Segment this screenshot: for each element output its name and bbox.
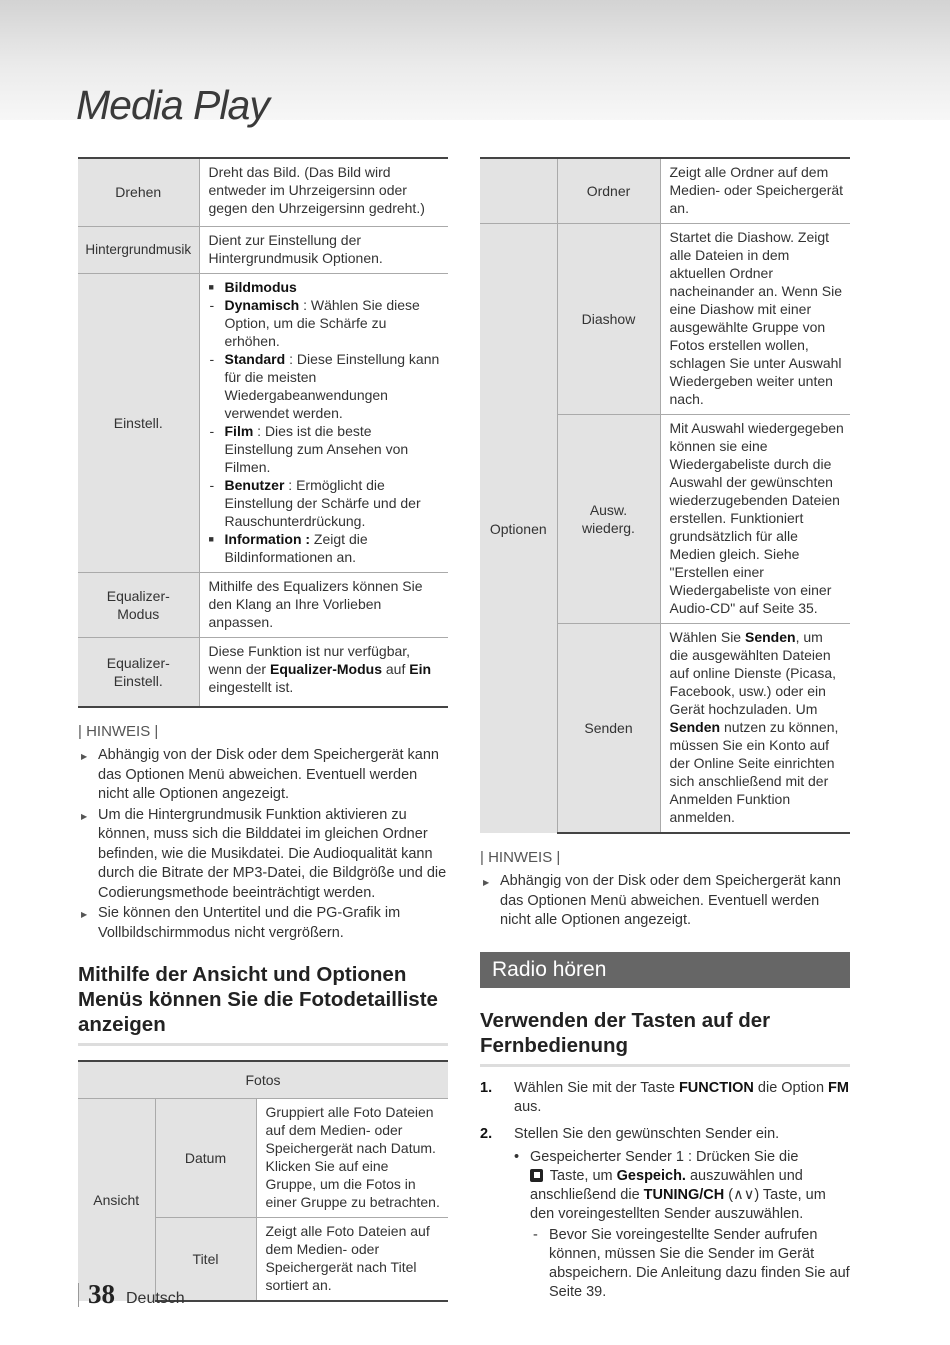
- foto-table: [78, 1060, 448, 1302]
- note-title: | HINWEIS |: [78, 723, 159, 740]
- row-desc: Mit Auswahl wiedergegeben können sie eine Wiedergabeliste durch die Auswahl der gewünschten wiederzugebenden Dateien erstellen. Funktioniert grundsätzlich für alle Medien gleich. Siehe "Erstellen einer Wiedergabeliste von einer Audio-CD" auf Seite 35.: [660, 415, 850, 624]
- row-desc: Dient zur Einstellung der Hintergrundmusik Optionen.: [199, 226, 448, 273]
- note-list: [78, 746, 448, 943]
- settings-table: [78, 157, 448, 708]
- table-row: [78, 1099, 448, 1218]
- row-label: Ausw. wiederg.: [557, 415, 660, 624]
- table-row: [480, 158, 850, 224]
- note-list: [480, 872, 850, 931]
- table-row: [78, 273, 448, 572]
- footer-language: Deutsch: [126, 1290, 185, 1307]
- row-desc: [199, 273, 448, 572]
- left-column: [78, 157, 448, 1302]
- table-header-row: [78, 1061, 448, 1099]
- sub-item: - Bevor Sie voreingestellte Sender aufrufen können, müssen Sie die Sender im Gerät abspeichern. Die Anleitung dazu finden Sie auf Seite 39.: [530, 1226, 850, 1302]
- row-desc: Wählen Sie Senden, um die ausgewählten Dateien auf online Dienste (Picasa, Facebook, usw.) oder ein Gerät hochzuladen. Um Senden nutzen zu können, müssen Sie ein Konto auf der Online Seite einrichten sich anschließend mit der Anmelden Funktion anmelden.: [660, 624, 850, 834]
- table-row: [480, 224, 850, 415]
- list-item: - Standard : Diese Einstellung kann für die meisten Wiedergabeanwendungen verwendet werden.: [209, 350, 443, 422]
- table-row: [78, 572, 448, 637]
- row-label: Equalizer- Einstell.: [78, 637, 199, 707]
- row-desc: Dreht das Bild. (Das Bild wird entweder im Uhrzeigersinn oder gegen den Uhrzeigersinn gedreht.): [199, 158, 448, 226]
- up-down-arrows-icon: ∧∨: [733, 1186, 755, 1203]
- table-row: [78, 158, 448, 226]
- footer-divider: [78, 1283, 79, 1307]
- page-number: 38: [88, 1279, 115, 1309]
- section-bar: Radio hören: [480, 952, 850, 988]
- row-label: Titel: [155, 1218, 256, 1302]
- note-item: ▶ Um die Hintergrundmusik Funktion aktivieren zu können, muss sich die Bilddatei im gleichen Ordner befinden, wie die Musikdatei. Die Audioqualität kann durch die Bitrate der MP3-Datei, die Bildgröße und die Codierungsmethode beeinträchtigt werden.: [78, 806, 448, 904]
- list-item: ■ Information : Zeigt die Bildinformationen an.: [209, 530, 443, 566]
- table-row: [78, 226, 448, 273]
- list-item: - Dynamisch : Wählen Sie diese Option, um die Schärfe zu erhöhen.: [209, 296, 443, 350]
- options-table: [480, 157, 850, 834]
- stop-icon: [530, 1169, 543, 1182]
- section-heading: Mithilfe der Ansicht und Optionen Menüs können Sie die Fotodetailliste anzeigen: [78, 962, 448, 1046]
- row-label: Drehen: [78, 158, 199, 226]
- table-row: [78, 637, 448, 707]
- row-label: Datum: [155, 1099, 256, 1218]
- row-label: Diashow: [557, 224, 660, 415]
- row-desc: Gruppiert alle Foto Dateien auf dem Medien- oder Speichergerät nach Datum. Klicken Sie auf eine Gruppe, um die Fotos in einer Gruppe zu betrachten.: [265, 1104, 440, 1210]
- row-label: Equalizer- Modus: [78, 572, 199, 637]
- list-item: - Benutzer : Ermöglicht die Einstellung der Schärfe und der Rauschunterdrückung.: [209, 476, 443, 530]
- row-desc: Zeigt alle Ordner auf dem Medien- oder Speichergerät an.: [660, 158, 850, 224]
- section-heading: Verwenden der Tasten auf der Fernbedienung: [480, 1008, 850, 1067]
- row-label: Ordner: [557, 158, 660, 224]
- page-title: Media Play: [76, 82, 269, 128]
- group-label: Ansicht: [78, 1099, 155, 1302]
- row-label: Senden: [557, 624, 660, 834]
- row-label: Hintergrundmusik: [78, 226, 199, 273]
- group-label-top: [480, 158, 557, 224]
- right-column: [480, 157, 850, 1310]
- note-item: ▶ Abhängig von der Disk oder dem Speichergerät kann das Optionen Menü abweichen. Eventuell werden nicht alle Optionen angezeigt.: [78, 746, 448, 805]
- bullet-item: • Gespeicherter Sender 1 : Drücken Sie die Taste, um Gespeich. auszuwählen und anschließend die TUNING/CH (∧∨) Taste, um den voreingestellten Sender auszuwählen. - Bevor Sie voreingestellte Sender aufrufen können, müssen Sie die Sender im Gerät abspeichern. Die Anleitung dazu finden Sie auf Seite 39.: [514, 1148, 850, 1302]
- steps-list: [480, 1079, 850, 1302]
- group-label: Optionen: [480, 224, 557, 834]
- list-item: ■ Bildmodus: [209, 278, 443, 296]
- table-header: Fotos: [78, 1061, 448, 1099]
- note-item: ▶ Abhängig von der Disk oder dem Speichergerät kann das Optionen Menü abweichen. Eventuell werden nicht alle Optionen angezeigt.: [480, 872, 850, 931]
- note-item: ▶ Sie können den Untertitel und die PG-Grafik im Vollbildschirmmodus nicht vergrößern.: [78, 904, 448, 943]
- row-desc: Startet die Diashow. Zeigt alle Dateien in dem aktuellen Ordner nacheinander an. Wenn Sie eine Diashow mit einer ausgewählte Gruppe von Fotos erstellen wollen, schlagen Sie unter Auswahl Wiedergeben weiter unten nach.: [669, 229, 843, 407]
- note-title: | HINWEIS |: [480, 849, 561, 866]
- row-desc: Zeigt alle Foto Dateien auf dem Medien- oder Speichergerät nach Titel sortiert an.: [256, 1218, 448, 1302]
- step-item: 1. Wählen Sie mit der Taste FUNCTION die Option FM aus.: [480, 1079, 849, 1115]
- step-item: 2. Stellen Sie den gewünschten Sender ein. • Gespeicherter Sender 1 : Drücken Sie die Taste, um Gespeich. auszuwählen und anschließend die TUNING/CH (∧∨) Taste, um den voreingestellten Sender auszuwählen. - Bevor Sie voreingestellte Sender aufrufen können, müssen Sie die Sender im Gerät abspeichern. Die Anleitung dazu finden Sie auf Seite 39.: [480, 1125, 850, 1302]
- row-label: Einstell.: [78, 273, 199, 572]
- list-item: - Film : Dies ist die beste Einstellung zum Ansehen von Filmen.: [209, 422, 443, 476]
- row-desc: Diese Funktion ist nur verfügbar, wenn der Equalizer-Modus auf Ein eingestellt ist.: [199, 637, 448, 707]
- row-desc: Mithilfe des Equalizers können Sie den Klang an Ihre Vorlieben anpassen.: [199, 572, 448, 637]
